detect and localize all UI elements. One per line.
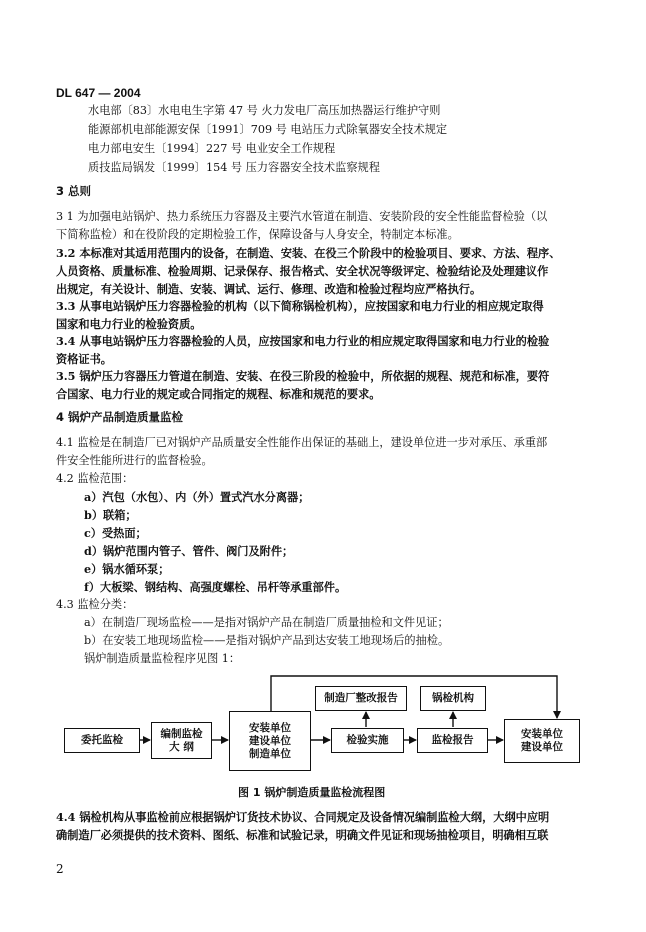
page-number: 2 xyxy=(56,862,64,876)
paragraph-3-4-line: 资格证书。 xyxy=(56,352,112,366)
section-3-heading: 3 总则 xyxy=(56,184,92,198)
box-commission xyxy=(64,728,140,753)
paragraph-4-1-line: 件安全性能所进行的监督检验。 xyxy=(56,454,213,467)
paragraph-3-5-line: 3.5 锅炉压力容器压力管道在制造、安装、在役三阶段的检验中，所依据的规程、规范和标准，要符 xyxy=(56,369,550,383)
paragraph-4-1-line: 4.1 监检是在制造厂已对锅炉产品质量安全性能作出保证的基础上，建设单位进一步对承压、承重部 xyxy=(56,436,548,449)
box-commission-label: 委托监检 xyxy=(81,734,123,746)
arrow-top-loop xyxy=(271,676,557,718)
box-outline-line: 编制监检 xyxy=(160,727,203,740)
reference-line: 水电部〔83〕水电电生字第 47 号 火力发电厂高压加热器运行维护守则 xyxy=(88,104,441,117)
box-report-label: 监检报告 xyxy=(431,734,474,746)
box-units-line: 制造单位 xyxy=(249,747,291,760)
category-item: a）在制造厂现场监检——是指对锅炉产品在制造厂质量抽检和文件见证； xyxy=(84,616,449,629)
paragraph-3-1-line: 下简称监检）和在役阶段的定期检验工作，保障设备与人身安全，特制定本标准。 xyxy=(56,228,459,241)
box-rectification xyxy=(315,686,407,711)
box-units-line: 建设单位 xyxy=(249,734,291,747)
box-report xyxy=(417,728,488,753)
paragraph-3-3-line: 国家和电力行业的检验资质。 xyxy=(56,317,202,331)
paragraph-3-5-line: 合国家、电力行业的规定或合同指定的规程、标准和规范的要求。 xyxy=(56,387,381,401)
box-outline-line: 大 纲 xyxy=(169,740,194,753)
reference-line: 电力部电安生〔1994〕227 号 电业安全工作规程 xyxy=(88,142,336,155)
box-units-line: 安装单位 xyxy=(249,721,291,734)
paragraph-4-2-label: 4.2 监检范围： xyxy=(56,472,134,485)
scope-item: c）受热面； xyxy=(84,526,147,540)
box-units xyxy=(229,711,311,771)
scope-item: a）汽包（水包）、内（外）置式汽水分离器； xyxy=(84,490,310,504)
box-implementation xyxy=(331,728,404,753)
box-final-line: 安装单位 xyxy=(521,728,563,740)
scope-item: e）锅水循环泵； xyxy=(84,562,170,576)
paragraph-3-2-line: 出规定，有关设计、制造、安装、调试、运行、修理、改造和检验过程均应严格执行。 xyxy=(56,282,482,296)
paragraph-4-3-label: 4.3 监检分类： xyxy=(56,598,134,611)
paragraph-3-1-line: 3 1 为加强电站锅炉、热力系统压力容器及主要汽水管道在制造、安装阶段的安全性能监督检验（以 xyxy=(56,210,548,223)
reference-line: 能源部机电部能源安保〔1991〕709 号 电站压力式除氧器安全技术规定 xyxy=(88,123,448,136)
box-final xyxy=(504,719,580,763)
box-final-line: 建设单位 xyxy=(521,741,563,753)
box-implementation-label: 检验实施 xyxy=(346,734,389,746)
category-item: b）在安装工地现场监检——是指对锅炉产品到达安装工地现场后的抽检。 xyxy=(84,634,450,647)
box-rectification-label: 制造厂整改报告 xyxy=(324,692,398,704)
figure-reference: 锅炉制造质量监检程序见图 1： xyxy=(84,652,241,665)
scope-item: d）锅炉范围内管子、管件、阀门及附件； xyxy=(84,544,294,558)
doc-number: DL 647 — 2004 xyxy=(56,86,141,100)
paragraph-3-3-line: 3.3 从事电站锅炉压力容器检验的机构（以下简称锅检机构），应按国家和电力行业的相应规定取得 xyxy=(56,299,544,313)
figure-caption: 图 1 锅炉制造质量监检流程图 xyxy=(238,786,386,799)
reference-line: 质技监局锅发〔1999〕154 号 压力容器安全技术监察规程 xyxy=(88,161,380,174)
box-agency xyxy=(420,686,486,711)
box-outline xyxy=(151,722,212,759)
paragraph-4-4-line: 确制造厂必须提供的技术资料、图纸、标准和试验记录，明确文件见证和现场抽检项目，明确相互联 xyxy=(56,828,549,842)
paragraph-3-2-line: 3.2 本标准对其适用范围内的设备，在制造、安装、在役三个阶段中的检验项目、要求、方法、程序、 xyxy=(56,246,561,260)
scope-item: b）联箱； xyxy=(84,508,137,522)
section-4-heading: 4 锅炉产品制造质量监检 xyxy=(56,410,184,424)
scope-item: f）大板梁、钢结构、高强度螺栓、吊杆等承重部件。 xyxy=(84,580,347,594)
box-agency-label: 锅检机构 xyxy=(432,692,474,704)
paragraph-3-2-line: 人员资格、质量标准、检验周期、记录保存、报告格式、安全状况等级评定、检验结论及处理建议作 xyxy=(56,264,549,278)
paragraph-4-4-line: 4.4 锅检机构从事监检前应根据锅炉订货技术协议、合同规定及设备情况编制监检大纲，大纲中应明 xyxy=(56,810,550,824)
paragraph-3-4-line: 3.4 从事电站锅炉压力容器检验的人员，应按国家和电力行业的相应规定取得国家和电力行业的检验 xyxy=(56,334,550,348)
